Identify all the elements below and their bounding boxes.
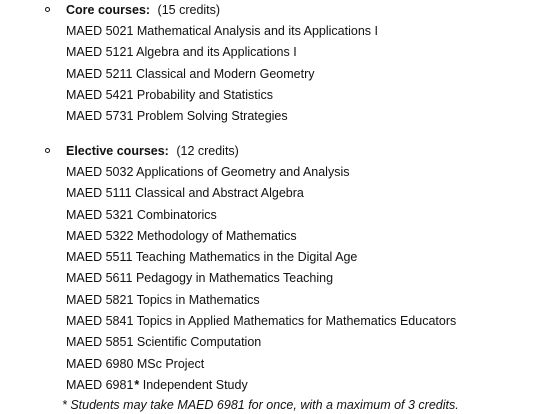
elective-courses-header bbox=[0, 141, 554, 162]
elective-courses-label: Elective courses: bbox=[66, 144, 169, 158]
course-item: MAED 5021 Mathematical Analysis and its Applications I bbox=[66, 24, 378, 38]
elective-courses-credits: (12 credits) bbox=[176, 144, 239, 158]
course-item: MAED 5511 Teaching Mathematics in the Digital Age bbox=[66, 250, 358, 265]
footnote: * Students may take MAED 6981 for once, with a maximum of 3 credits. bbox=[62, 398, 459, 412]
core-courses-section bbox=[0, 0, 554, 127]
course-item-independent-study bbox=[0, 375, 554, 396]
core-courses-label: Core courses: bbox=[66, 3, 151, 17]
course-item: MAED 5211 Classical and Modern Geometry bbox=[66, 66, 315, 81]
core-courses-header bbox=[0, 0, 554, 21]
footnote-marker: * bbox=[134, 377, 140, 392]
course-item: MAED 5322 Methodology of Mathematics bbox=[66, 228, 297, 243]
course-item: MAED 5121 Algebra and its Applications I bbox=[66, 45, 297, 60]
course-item: MAED 5111 Classical and Abstract Algebra bbox=[66, 186, 304, 201]
course-item: MAED 5841 Topics in Applied Mathematics for Mathematics Educators bbox=[66, 314, 457, 329]
course-code: MAED 6981 bbox=[66, 377, 134, 392]
course-item: MAED 5731 Problem Solving Strategies bbox=[66, 109, 288, 124]
course-item: MAED 5032 Applications of Geometry and Analysis bbox=[66, 165, 350, 179]
course-item: MAED 6980 MSc Project bbox=[66, 356, 205, 371]
core-courses-credits: (15 credits) bbox=[157, 3, 221, 17]
hollow-circle-bullet-icon bbox=[45, 7, 50, 12]
elective-courses-section bbox=[0, 141, 554, 396]
hollow-circle-bullet-icon bbox=[45, 148, 50, 153]
course-item: MAED 5321 Combinatorics bbox=[66, 207, 217, 222]
course-item: MAED 5821 Topics in Mathematics bbox=[66, 292, 260, 307]
course-item: MAED 5611 Pedagogy in Mathematics Teaching bbox=[66, 271, 334, 286]
course-item: MAED 5421 Probability and Statistics bbox=[66, 87, 274, 102]
core-course-list bbox=[0, 21, 554, 127]
course-title: Independent Study bbox=[139, 377, 248, 392]
course-item: MAED 5851 Scientific Computation bbox=[66, 335, 262, 350]
elective-course-list bbox=[0, 162, 554, 396]
